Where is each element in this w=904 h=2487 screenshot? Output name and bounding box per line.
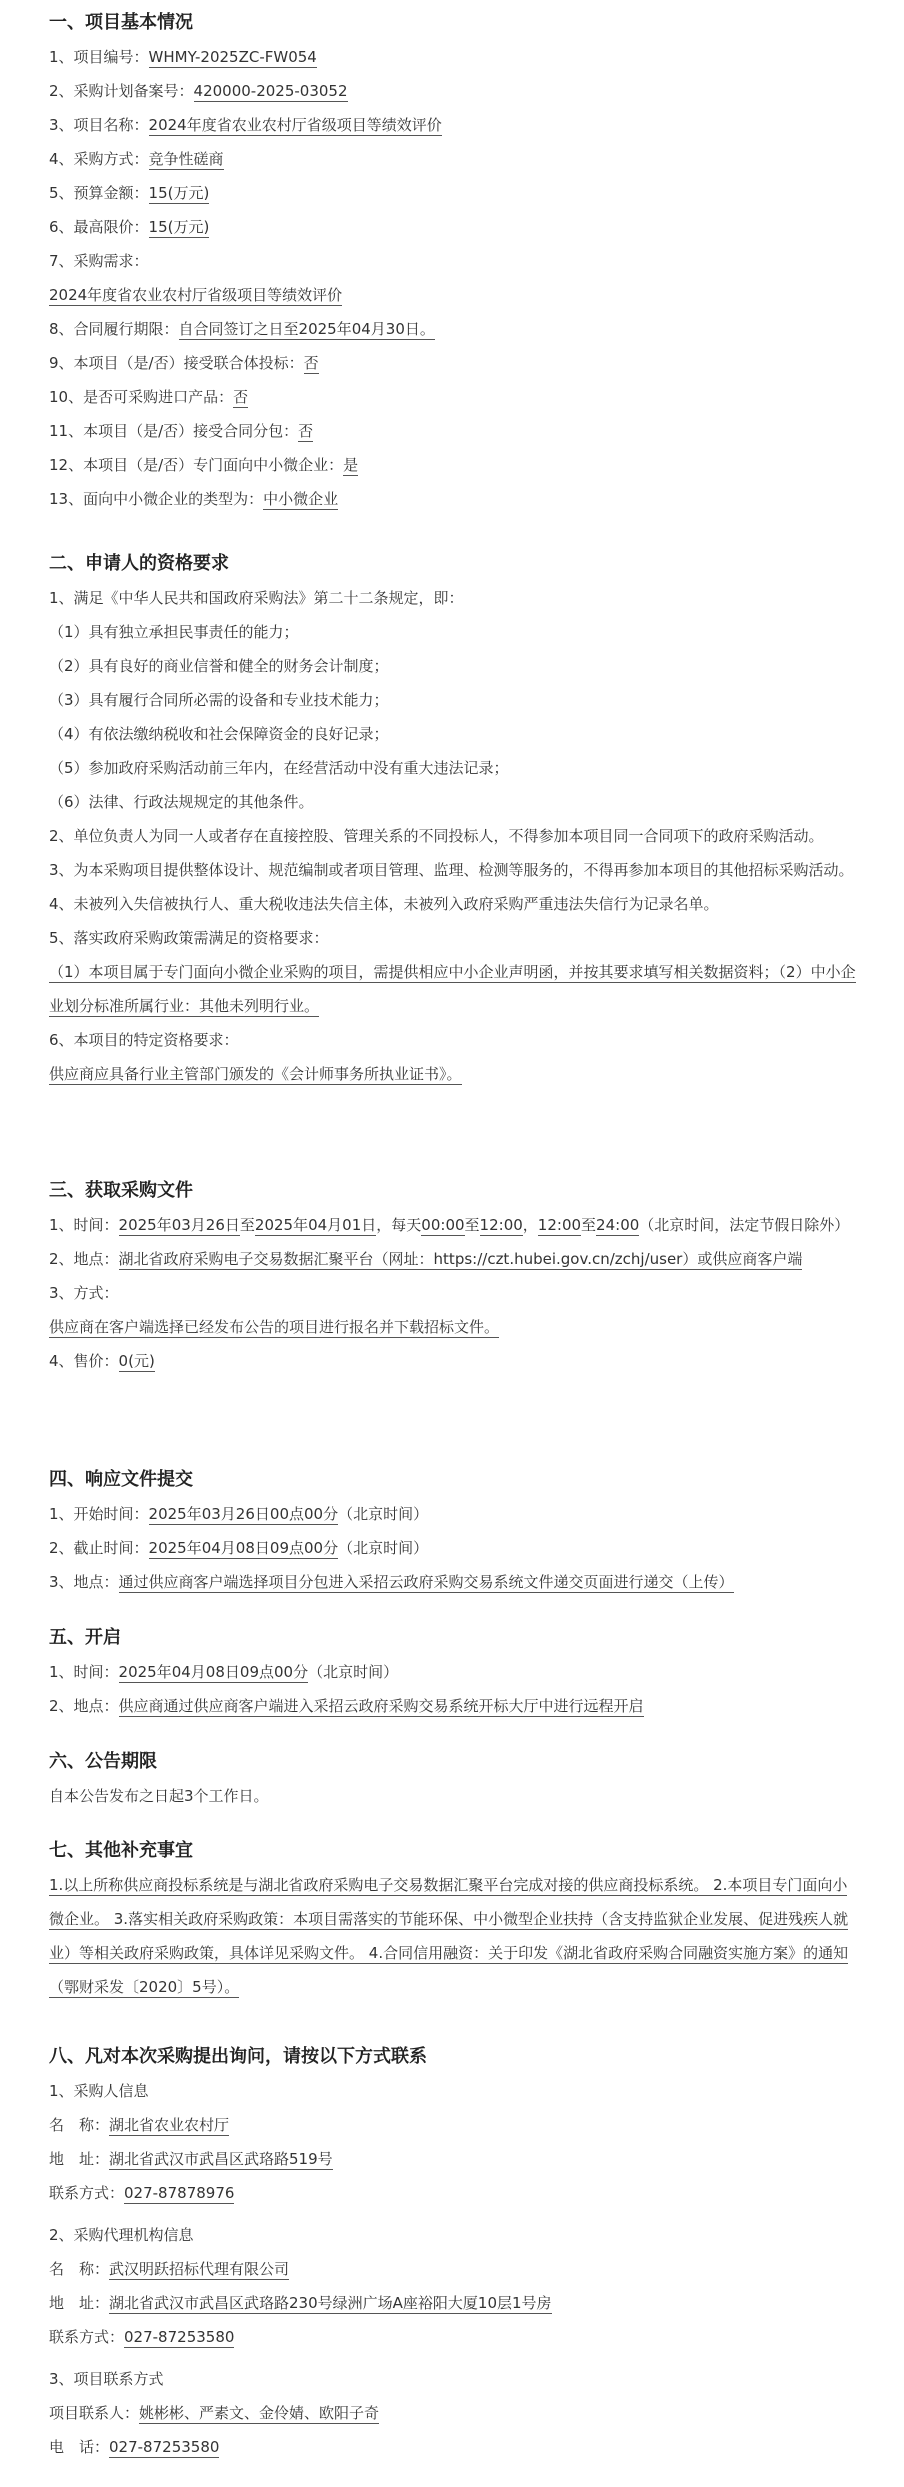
policy-requirement-label: 5、落实政府采购政策需满足的资格要求： [49,929,329,947]
obtain-method: 供应商在客户端选择已经发布公告的项目进行报名并下载招标文件。 [49,1318,500,1336]
project-phone-row: 电 话：027-87253580 [49,2438,220,2456]
section-notice-period [49,1748,859,1813]
agency-address-row: 地 址：湖北省武汉市武昌区武珞路230号绿洲广场A座裕阳大厦10层1号房 [49,2294,552,2312]
contract-term-row: 8、合同履行期限：自合同签订之日至2025年04月30日。 [49,320,435,338]
max-price-row: 6、最高限价：15(万元) [49,218,210,236]
project-contact-title: 3、项目联系方式 [49,2370,164,2388]
opening-time: 2025年04月08日09点00分 [118,1663,309,1681]
supplementary-text-row [49,1868,859,2004]
submission-start-row: 1、开始时间：2025年03月26日00点00分（北京时间） [49,1505,429,1523]
project-number-row: 1、项目编号：WHMY-2025ZC-FW054 [49,48,317,66]
purchaser-phone: 027-87878976 [124,2184,235,2202]
obtain-method-label: 3、方式： [49,1284,119,1302]
purchaser-address: 湖北省武汉市武昌区武珞路519号 [109,2150,333,2168]
project-number: WHMY-2025ZC-FW054 [148,48,317,66]
time-value: 12:00 [479,1216,523,1234]
agency-name-row: 名 称：武汉明跃招标代理有限公司 [49,2260,290,2278]
section-contact [49,2043,859,2464]
time-value: 24:00 [596,1216,640,1234]
sme-type-value: 中小微企业 [263,490,339,508]
subcontract-value: 否 [298,422,314,440]
submission-deadline-row: 2、截止时间：2025年04月08日09点00分（北京时间） [49,1539,429,1557]
section-obtain-documents [49,1177,859,1378]
qualification-item: 3、为本采购项目提供整体设计、规范编制或者项目管理、监理、检测等服务的，不得再参加本项目的其他招标采购活动。 [49,861,854,879]
end-date: 2025年04月01日 [254,1216,377,1234]
procurement-method-row: 4、采购方式：竞争性磋商 [49,150,224,168]
sme-row: 12、本项目（是/否）专门面向中小微企业：是 [49,456,359,474]
section-title: 五、开启 [49,1627,121,1648]
qualification-item: 2、单位负责人为同一人或者存在直接控股、管理关系的不同投标人，不得参加本项目同一合同项下的政府采购活动。 [49,827,824,845]
section-title: 八、凡对本次采购提出询问，请按以下方式联系 [49,2046,427,2067]
consortium-row: 9、本项目（是/否）接受联合体投标：否 [49,354,319,372]
purchaser-address-row: 地 址：湖北省武汉市武昌区武珞路519号 [49,2150,333,2168]
special-requirement-value: 供应商应具备行业主管部门颁发的《会计师事务所执业证书》。 [49,1065,462,1083]
agency-name: 武汉明跃招标代理有限公司 [109,2260,290,2278]
section-qualification [49,550,859,1091]
special-requirement-label: 6、本项目的特定资格要求： [49,1031,239,1049]
qualification-subitem: （6）法律、行政法规规定的其他条件。 [49,793,314,811]
consortium-value: 否 [303,354,319,372]
plan-record-number-row: 2、采购计划备案号：420000-2025-03052 [49,82,348,100]
max-price: 15(万元) [148,218,210,236]
notice-period: 自本公告发布之日起3个工作日。 [49,1787,269,1805]
agency-info-title: 2、采购代理机构信息 [49,2226,194,2244]
purchaser-name-row: 名 称：湖北省农业农村厅 [49,2116,230,2134]
obtain-location-row: 2、地点：湖北省政府采购电子交易数据汇聚平台（网址：https://czt.hubei.gov.cn/zchj/user）或供应商客户端 [49,1250,803,1268]
requirement-label: 7、采购需求： [49,252,149,270]
opening-time-row: 1、时间：2025年04月08日09点00分（北京时间） [49,1663,399,1681]
section-title: 二、申请人的资格要求 [49,553,229,574]
qualification-item: 1、满足《中华人民共和国政府采购法》第二十二条规定，即： [49,589,464,607]
section-title: 一、项目基本情况 [49,12,193,33]
sme-value: 是 [343,456,359,474]
project-phone: 027-87253580 [109,2438,220,2456]
qualification-subitem: （2）具有良好的商业信誉和健全的财务会计制度； [49,657,389,675]
price-value: 0(元) [118,1352,155,1370]
qualification-item: 4、未被列入失信被执行人、重大税收违法失信主体，未被列入政府采购严重违法失信行为记录名单。 [49,895,719,913]
time-value: 00:00 [421,1216,465,1234]
requirement-value: 2024年度省农业农村厅省级项目等绩效评价 [49,286,343,304]
budget-amount: 15(万元) [148,184,210,202]
project-name: 2024年度省农业农村厅省级项目等绩效评价 [148,116,442,134]
agency-phone-row: 联系方式：027-87253580 [49,2328,235,2346]
policy-requirement-row [49,955,859,1023]
purchaser-phone-row: 联系方式：027-87878976 [49,2184,235,2202]
qualification-subitem: （1）具有独立承担民事责任的能力； [49,623,299,641]
start-date: 2025年03月26日 [118,1216,240,1234]
special-requirement-row [49,1057,859,1091]
sme-type-row: 13、面向中小微企业的类型为：中小微企业 [49,490,339,508]
agency-phone: 027-87253580 [124,2328,235,2346]
purchaser-name: 湖北省农业农村厅 [109,2116,230,2134]
purchaser-info-title: 1、采购人信息 [49,2082,149,2100]
section-opening [49,1624,859,1723]
submission-location: 通过供应商客户端选择项目分包进入采招云政府采购交易系统文件递交页面进行递交（上传） [118,1573,734,1591]
subcontract-row: 11、本项目（是/否）接受合同分包：否 [49,422,314,440]
import-value: 否 [233,388,249,406]
time-value: 12:00 [537,1216,582,1234]
obtain-method-row [49,1310,859,1344]
procurement-method: 竞争性磋商 [148,150,224,168]
qualification-subitem: （4）有依法缴纳税收和社会保障资金的良好记录； [49,725,389,743]
project-contact-person: 姚彬彬、严素文、金伶婧、欧阳子奇 [139,2404,380,2422]
budget-row: 5、预算金额：15(万元) [49,184,210,202]
section-response-submission [49,1466,859,1599]
obtain-time-row: 1、时间：2025年03月26日至2025年04月01日，每天00:00至12:00，12:00至24:00（北京时间，法定节假日除外） [49,1216,850,1234]
section-project-basic-info [49,9,859,516]
submission-location-row: 3、地点：通过供应商客户端选择项目分包进入采招云政府采购交易系统文件递交页面进行递交（上传） [49,1573,734,1591]
opening-location: 供应商通过供应商客户端进入采招云政府采购交易系统开标大厅中进行远程开启 [118,1697,644,1715]
qualification-subitem: （3）具有履行合同所必需的设备和专业技术能力； [49,691,389,709]
project-contact-person-row: 项目联系人：姚彬彬、严素文、金伶婧、欧阳子奇 [49,2404,380,2422]
requirement-row [49,278,859,312]
import-row: 10、是否可采购进口产品：否 [49,388,249,406]
section-title: 六、公告期限 [49,1751,157,1772]
opening-location-row: 2、地点：供应商通过供应商客户端进入采招云政府采购交易系统开标大厅中进行远程开启 [49,1697,644,1715]
price-row: 4、售价：0(元) [49,1352,155,1370]
section-supplementary [49,1837,859,2004]
submission-deadline: 2025年04月08日09点00分 [148,1539,339,1557]
qualification-subitem: （5）参加政府采购活动前三年内，在经营活动中没有重大违法记录； [49,759,509,777]
submission-start: 2025年03月26日00点00分 [148,1505,339,1523]
section-title: 四、响应文件提交 [49,1469,193,1490]
plan-record-number: 420000-2025-03052 [193,82,348,100]
agency-address: 湖北省武汉市武昌区武珞路230号绿洲广场A座裕阳大厦10层1号房 [109,2294,552,2312]
contract-term: 自合同签订之日至2025年04月30日。 [178,320,435,338]
obtain-location: 湖北省政府采购电子交易数据汇聚平台（网址：https://czt.hubei.gov.cn/zchj/user）或供应商客户端 [118,1250,803,1268]
section-title: 七、其他补充事宜 [49,1840,193,1861]
policy-requirement-value: （1）本项目属于专门面向小微企业采购的项目，需提供相应中小企业声明函，并按其要求填写相关数据资料；（2）中小企业划分标准所属行业：其他未列明行业。 [49,963,856,1015]
supplementary-text: 1.以上所称供应商投标系统是与湖北省政府采购电子交易数据汇聚平台完成对接的供应商投标系统。 2.本项目专门面向小微企业。 3.落实相关政府采购政策：本项目需落实的节能环保、中小微型企业扶持（含支持监狱企业发展、促进残疾人就业）等相关政府采购政策，具体详见采购文件。 4.合同信用融资：关于印发《湖北省政府采购合同融资实施方案》的通知（鄂财采发〔2020〕5号）。 [49,1876,849,1996]
section-title: 三、获取采购文件 [49,1180,193,1201]
project-name-row: 3、项目名称：2024年度省农业农村厅省级项目等绩效评价 [49,116,442,134]
